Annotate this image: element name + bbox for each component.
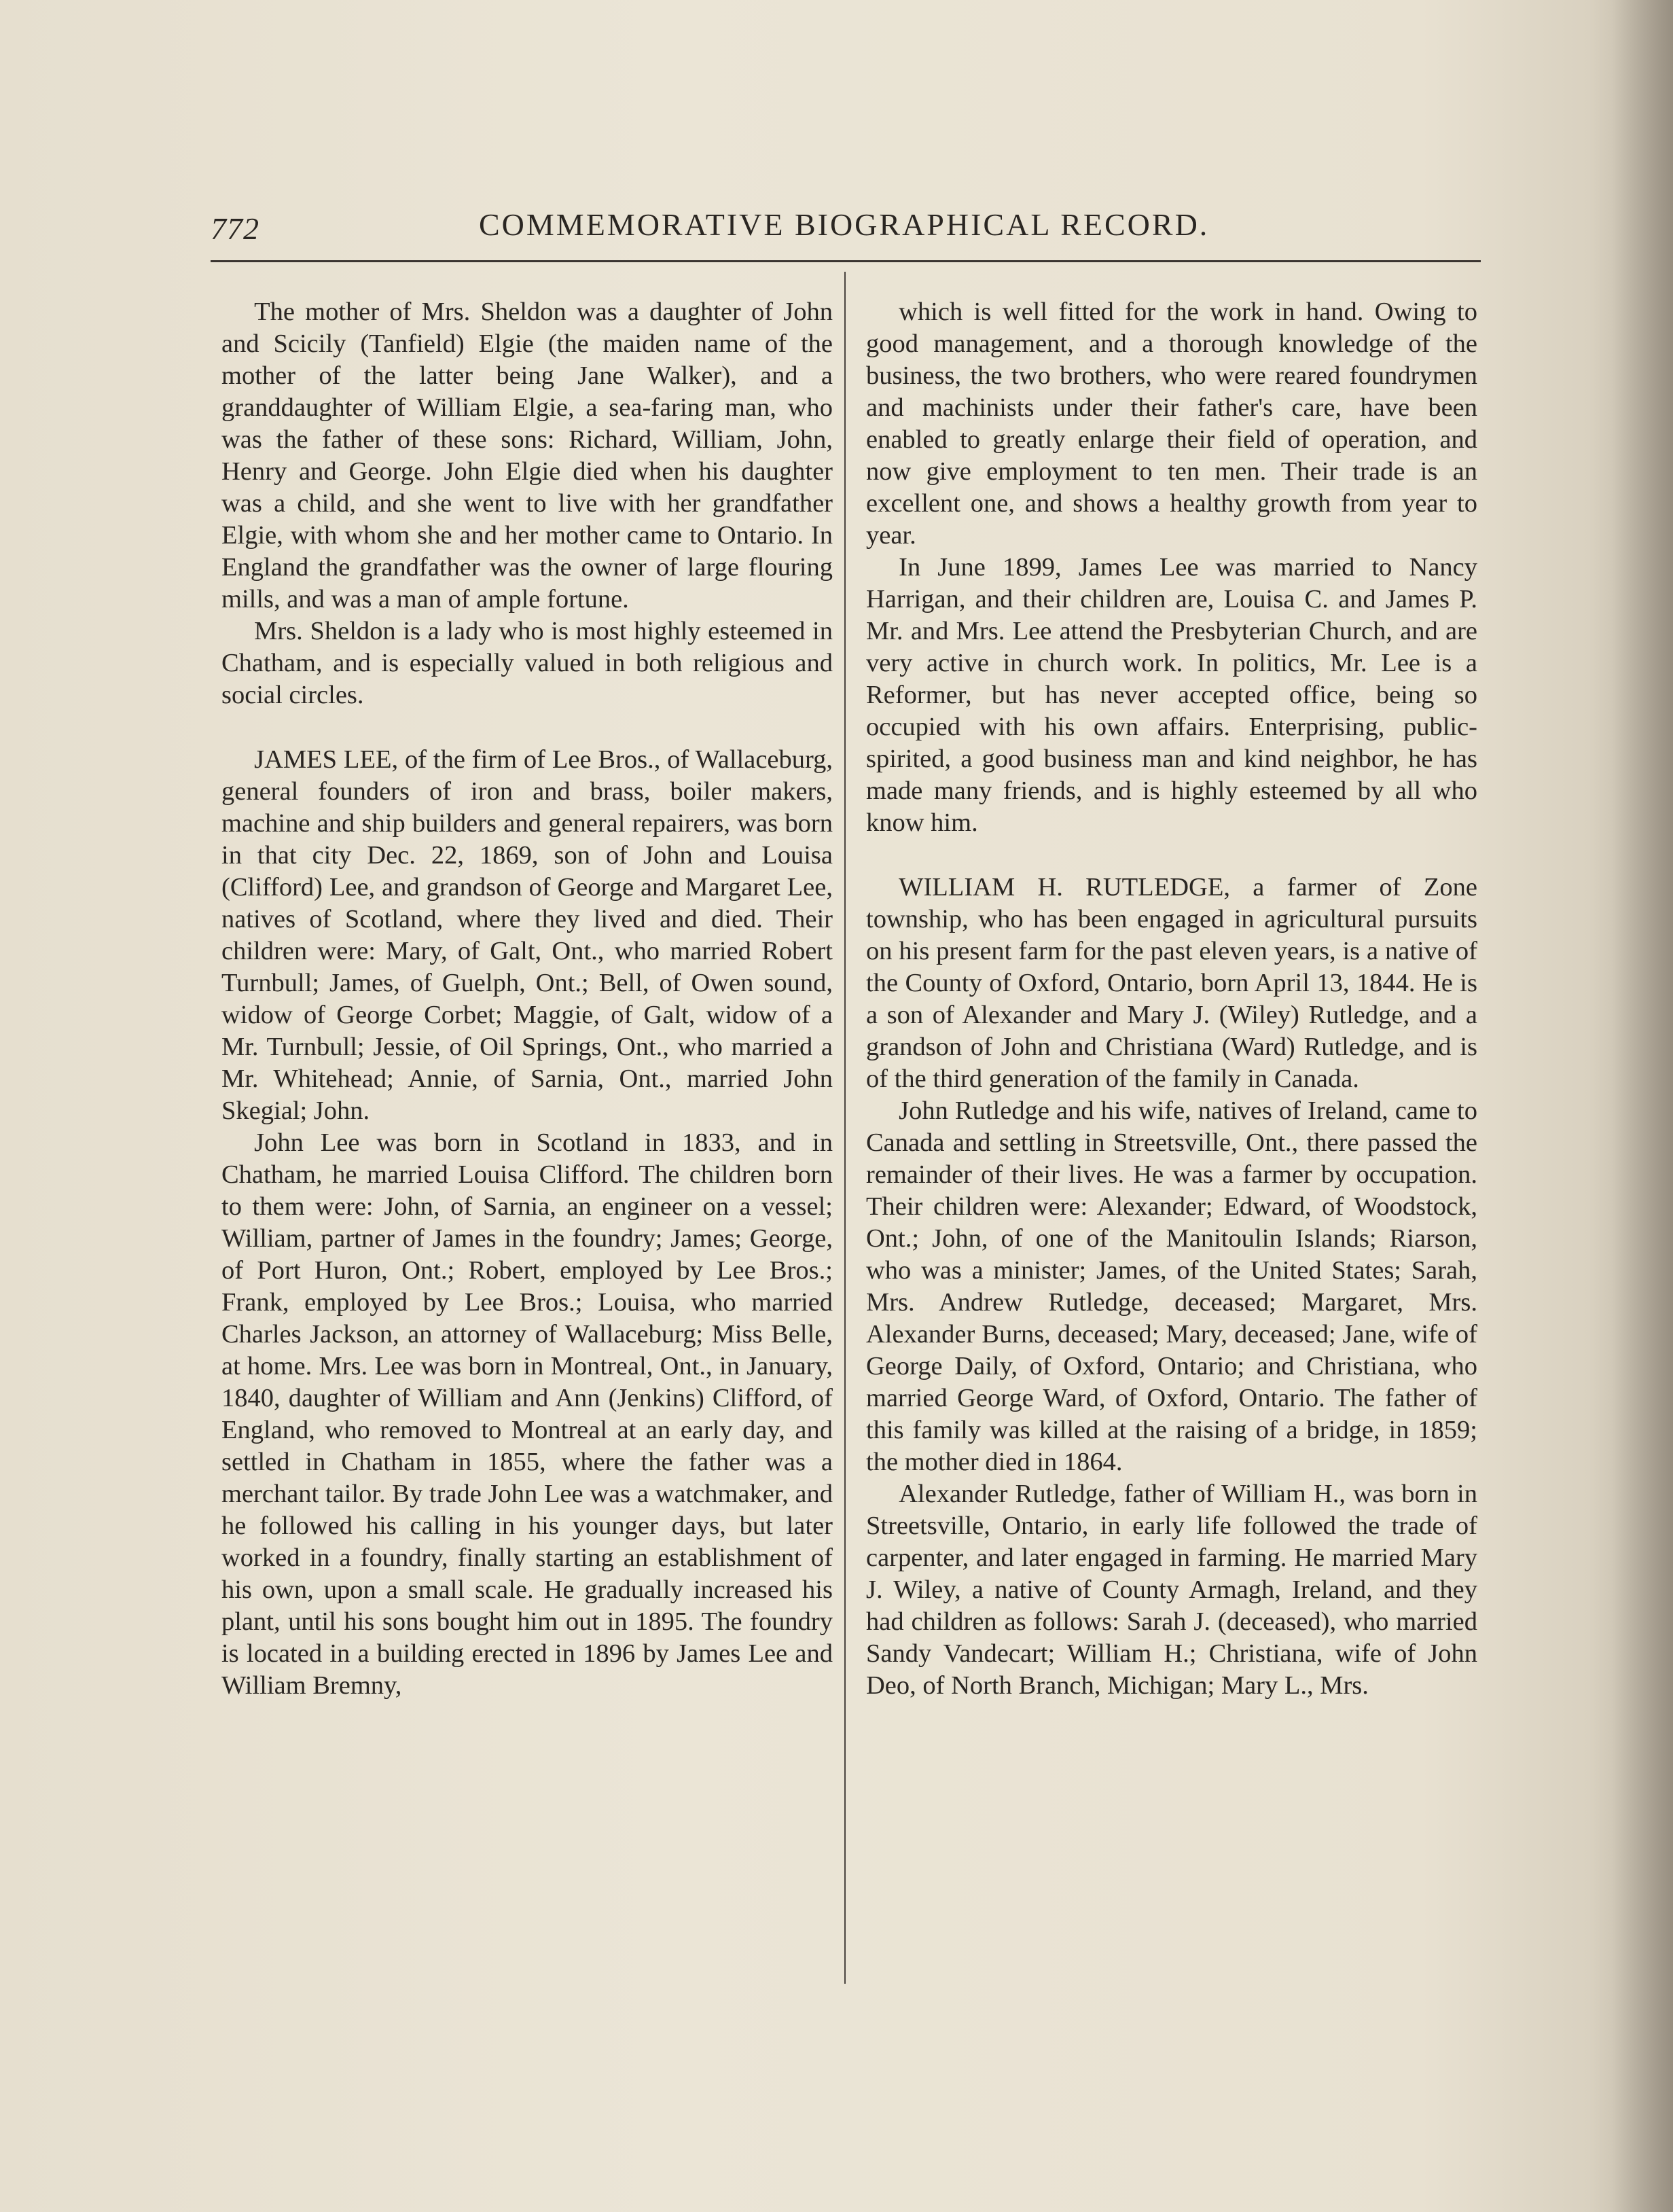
- header-rule: [211, 260, 1481, 262]
- page-number: 772: [211, 211, 259, 246]
- page-edge-shadow: [1612, 0, 1673, 2212]
- page-header: [211, 204, 1481, 258]
- right-column: [866, 296, 1477, 1702]
- paragraph-foundry: which is well fitted for the work in hand. Owing to good management, and a thorough knowledge of the business, the two brothers, who were reared foundrymen and machinists under their father's care, have been enabled to greatly enlarge their field of operation, and now give employment to ten men. Their trade is an excellent one, and shows a healthy growth from year to year.: [866, 298, 1477, 550]
- column-divider: [844, 272, 846, 1984]
- paragraph-sheldon-mother: The mother of Mrs. Sheldon was a daughter of John and Scicily (Tanfield) Elgie (the maiden name of the mother of the latter being Jane Walker), and a granddaughter of William Elgie, a sea-faring man, who was the father of these sons: Richard, William, John, Henry and George. John Elgie died when his daughter was a child, and she went to live with her grandfather Elgie, with whom she and her mother came to Ontario. In England the grandfather was the owner of large flouring mills, and was a man of ample fortune.: [221, 298, 833, 613]
- paragraph-john-lee: John Lee was born in Scotland in 1833, and in Chatham, he married Louisa Clifford. The children born to them were: John, of Sarnia, an engineer on a vessel; William, partner of James in the foundry; James; George, of Port Huron, Ont.; Robert, employed by Lee Bros.; Frank, employed by Lee Bros.; Louisa, who married Charles Jackson, an attorney of Wallaceburg; Miss Belle, at home. Mrs. Lee was born in Montreal, Ont., in January, 1840, daughter of William and Ann (Jenkins) Clifford, of England, who removed to Montreal at an early day, and settled in Chatham in 1855, where the father was a merchant tailor. By trade John Lee was a watchmaker, and he followed his calling in his younger days, but later worked in a foundry, finally starting an establishment of his own, upon a small scale. He gradually increased his plant, until his sons bought him out in 1895. The foundry is located in a building erected in 1896 by James Lee and William Bremny,: [221, 1128, 833, 1700]
- left-column: [221, 296, 833, 1702]
- paragraph-sheldon-esteem: Mrs. Sheldon is a lady who is most highly esteemed in Chatham, and is especially valued in both religious and social circles.: [221, 617, 833, 709]
- paragraph-james-lee-intro: JAMES LEE, of the firm of Lee Bros., of Wallaceburg, general founders of iron and brass, boiler makers, machine and ship builders and general repairers, was born in that city Dec. 22, 1869, son of John and Louisa (Clifford) Lee, and grandson of George and Margaret Lee, natives of Scotland, where they lived and died. Their children were: Mary, of Galt, Ont., who married Robert Turnbull; James, of Guelph, Ont.; Bell, of Owen sound, widow of George Corbet; Maggie, of Galt, widow of a Mr. Turnbull; Jessie, of Oil Springs, Ont., who married a Mr. Whitehead; Annie, of Sarnia, Ont., married John Skegial; John.: [221, 745, 833, 1125]
- paragraph-james-lee-marriage: In June 1899, James Lee was married to Nancy Harrigan, and their children are, Louisa C. and James P. Mr. and Mrs. Lee attend the Presbyterian Church, and are very active in church work. In politics, Mr. Lee is a Reformer, but has never accepted office, being so occupied with his own affairs. Enterprising, public-spirited, a good business man and kind neighbor, he has made many friends, and is highly esteemed by all who know him.: [866, 553, 1477, 837]
- paragraph-rutledge-intro: WILLIAM H. RUTLEDGE, a farmer of Zone township, who has been engaged in agricultural pursuits on his present farm for the past eleven years, is a native of the County of Oxford, Ontario, born April 13, 1844. He is a son of Alexander and Mary J. (Wiley) Rutledge, and a grandson of John and Christiana (Ward) Rutledge, and is of the third generation of the family in Canada.: [866, 873, 1477, 1093]
- paragraph-john-rutledge: John Rutledge and his wife, natives of Ireland, came to Canada and settling in Streetsville, Ont., there passed the remainder of their lives. He was a farmer by occupation. Their children were: Alexander; Edward, of Woodstock, Ont.; John, of one of the Manitoulin Islands; Riarson, who was a minister; James, of the United States; Sarah, Mrs. Andrew Rutledge, deceased; Margaret, Mrs. Alexander Burns, deceased; Mary, deceased; Jane, wife of George Daily, of Oxford, Ontario; and Christiana, who married George Ward, of Oxford, Ontario. The father of this family was killed at the raising of a bridge, in 1859; the mother died in 1864.: [866, 1096, 1477, 1476]
- paragraph-alexander-rutledge: Alexander Rutledge, father of William H., was born in Streetsville, Ontario, in early life followed the trade of carpenter, and later engaged in farming. He married Mary J. Wiley, a native of County Armagh, Ireland, and they had children as follows: Sarah J. (deceased), who married Sandy Vandecart; William H.; Christiana, wife of John Deo, of North Branch, Michigan; Mary L., Mrs.: [866, 1480, 1477, 1700]
- running-title: COMMEMORATIVE BIOGRAPHICAL RECORD.: [479, 207, 1210, 242]
